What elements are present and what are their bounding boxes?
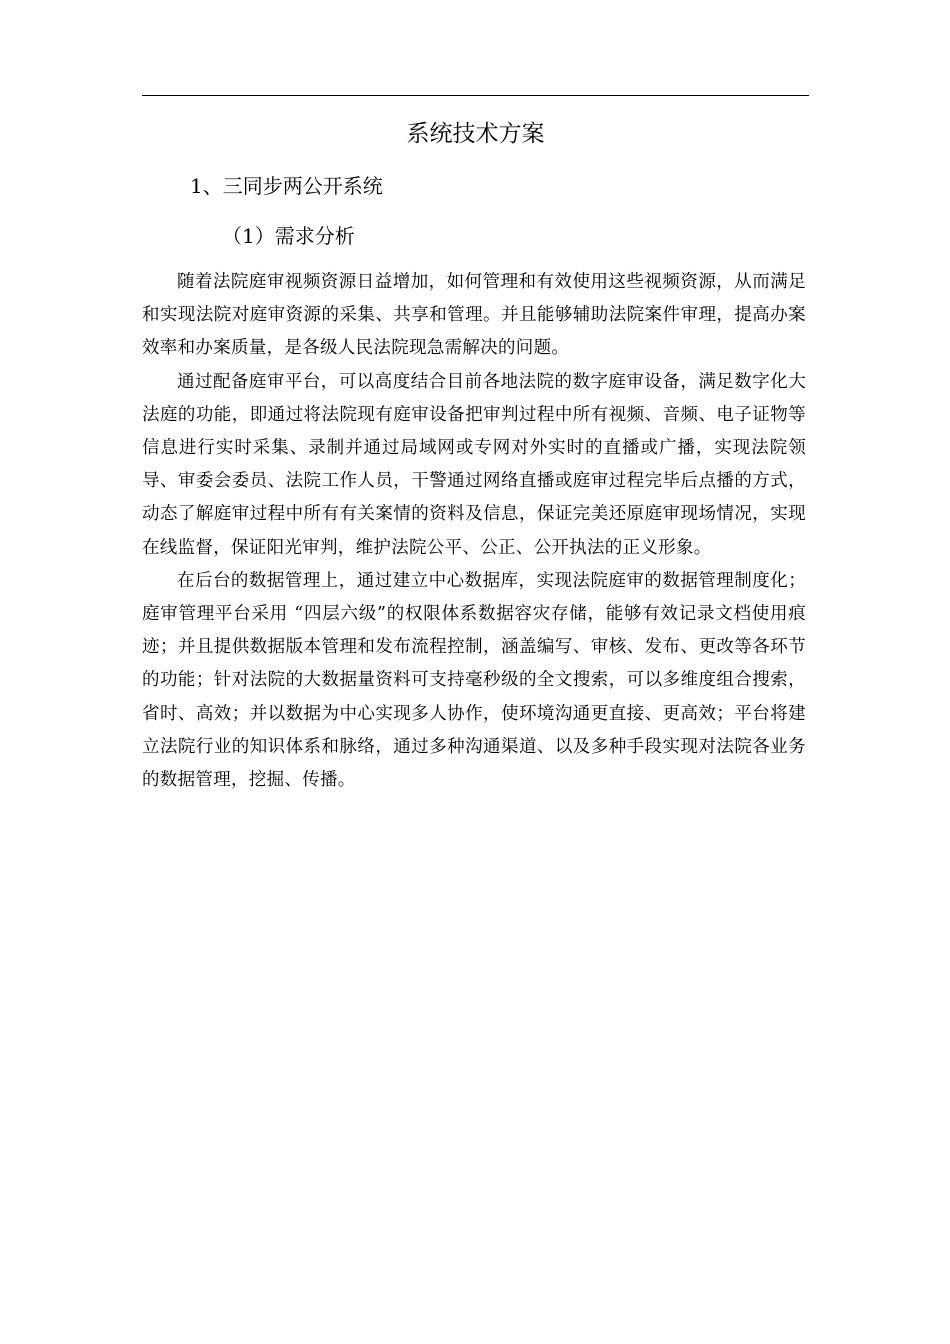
paragraph-intro: 随着法院庭审视频资源日益增加，如何管理和有效使用这些视频资源，从而满足和实现法院对庭审资源的采集、共享和管理。并且能够辅助法院案件审理，提高办案效率和办案质量，是各级人民法院现急需解决的问题。 xyxy=(142,272,806,359)
header-rule xyxy=(142,95,809,96)
document-title: 系统技术方案 xyxy=(406,121,545,147)
document-body xyxy=(142,266,806,797)
paragraph-platform: 通过配备庭审平台，可以高度结合目前各地法院的数字庭审设备，满足数字化大法庭的功能，即通过将法院现有庭审设备把审判过程中所有视频、音频、电子证物等信息进行实时采集、录制并通过局域网或专网对外实时的直播或广播，实现法院领导、审委会委员、法院工作人员，干警通过网络直播或庭审过程完毕后点播的方式，动态了解庭审过程中所有有关案情的资料及信息，保证完美还原庭审现场情况，实现在线监督，保证阳光审判，维护法院公平、公正、公开执法的正义形象。 xyxy=(142,371,806,558)
section-heading: 1、三同步两公开系统 xyxy=(190,174,383,198)
paragraph-data-management: 在后台的数据管理上，通过建立中心数据库，实现法院庭审的数据管理制度化；庭审管理平台采用 “四层六级”的权限体系数据容灾存储，能够有效记录文档使用痕迹；并且提供数据版本管理和发布流程控制，涵盖编写、审核、发布、更改等各环节的功能；针对法院的大数据量资料可支持毫秒级的全文搜索，可以多维度组合搜索，省时、高效；并以数据为中心实现多人协作，使环境沟通更直接、更高效；平台将建立法院行业的知识体系和脉络，通过多种沟通渠道、以及多种手段实现对法院各业务的数据管理，挖掘、传播。 xyxy=(142,570,806,791)
subsection-heading: （1）需求分析 xyxy=(222,224,355,248)
